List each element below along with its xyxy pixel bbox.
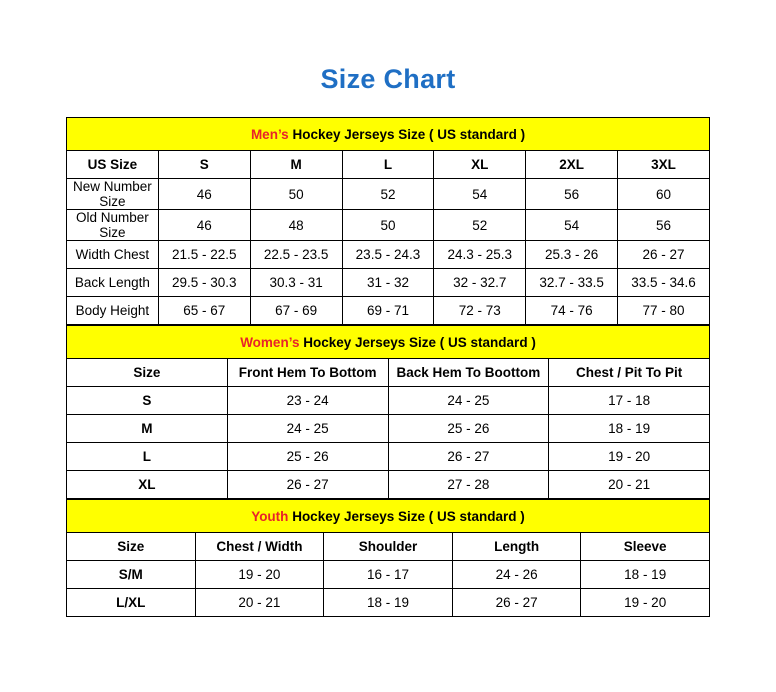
womens-cell-3-1: 27 - 28 xyxy=(388,471,549,499)
mens-cell-4-4: 74 - 76 xyxy=(526,297,618,325)
youth-size-table xyxy=(66,499,710,617)
womens-section-header-rest: Hockey Jerseys Size ( US standard ) xyxy=(299,334,536,350)
youth-row-label-1: L/XL xyxy=(67,589,196,617)
table-row-column-headers xyxy=(67,533,710,561)
womens-col-header-2: Back Hem To Boottom xyxy=(388,359,549,387)
mens-col-header-0: US Size xyxy=(67,151,159,179)
mens-col-header-1: S xyxy=(158,151,250,179)
youth-col-header-1: Chest / Width xyxy=(195,533,324,561)
table-row xyxy=(67,471,710,499)
womens-cell-2-1: 26 - 27 xyxy=(388,443,549,471)
mens-cell-3-2: 31 - 32 xyxy=(342,269,434,297)
youth-section-header xyxy=(67,500,710,533)
youth-col-header-2: Shoulder xyxy=(324,533,453,561)
mens-cell-0-4: 56 xyxy=(526,179,618,210)
mens-cell-1-5: 56 xyxy=(618,210,710,241)
tables-container xyxy=(66,117,710,617)
mens-cell-3-5: 33.5 - 34.6 xyxy=(618,269,710,297)
womens-cell-1-0: 24 - 25 xyxy=(227,415,388,443)
womens-cell-0-1: 24 - 25 xyxy=(388,387,549,415)
mens-cell-1-1: 48 xyxy=(250,210,342,241)
mens-cell-1-0: 46 xyxy=(158,210,250,241)
youth-cell-0-2: 24 - 26 xyxy=(452,561,581,589)
mens-cell-2-5: 26 - 27 xyxy=(618,241,710,269)
table-row-column-headers xyxy=(67,359,710,387)
mens-cell-2-3: 24.3 - 25.3 xyxy=(434,241,526,269)
mens-cell-0-2: 52 xyxy=(342,179,434,210)
mens-col-header-6: 3XL xyxy=(618,151,710,179)
mens-size-table xyxy=(66,117,710,325)
mens-cell-4-2: 69 - 71 xyxy=(342,297,434,325)
table-row xyxy=(67,179,710,210)
table-row-section-header xyxy=(67,118,710,151)
youth-cell-1-3: 19 - 20 xyxy=(581,589,710,617)
mens-col-header-5: 2XL xyxy=(526,151,618,179)
womens-cell-3-0: 26 - 27 xyxy=(227,471,388,499)
youth-cell-0-3: 18 - 19 xyxy=(581,561,710,589)
youth-section-header-rest: Hockey Jerseys Size ( US standard ) xyxy=(288,508,525,524)
page-title: Size Chart xyxy=(320,64,456,94)
womens-section-header-accent: Women’s xyxy=(240,334,300,350)
youth-cell-1-1: 18 - 19 xyxy=(324,589,453,617)
mens-row-label-1: Old Number Size xyxy=(67,210,159,241)
mens-col-header-3: L xyxy=(342,151,434,179)
table-row xyxy=(67,241,710,269)
youth-row-label-0: S/M xyxy=(67,561,196,589)
table-row-column-headers xyxy=(67,151,710,179)
youth-section-header-accent: Youth xyxy=(251,508,289,524)
womens-row-label-2: L xyxy=(67,443,228,471)
mens-cell-4-3: 72 - 73 xyxy=(434,297,526,325)
mens-cell-1-4: 54 xyxy=(526,210,618,241)
womens-col-header-3: Chest / Pit To Pit xyxy=(549,359,710,387)
womens-cell-0-2: 17 - 18 xyxy=(549,387,710,415)
mens-cell-4-5: 77 - 80 xyxy=(618,297,710,325)
table-row xyxy=(67,387,710,415)
mens-cell-0-1: 50 xyxy=(250,179,342,210)
table-row-section-header xyxy=(67,326,710,359)
mens-col-header-4: XL xyxy=(434,151,526,179)
mens-section-header-rest: Hockey Jerseys Size ( US standard ) xyxy=(288,126,526,142)
youth-cell-1-2: 26 - 27 xyxy=(452,589,581,617)
mens-col-header-2: M xyxy=(250,151,342,179)
youth-col-header-0: Size xyxy=(67,533,196,561)
youth-cell-0-0: 19 - 20 xyxy=(195,561,324,589)
womens-col-header-0: Size xyxy=(67,359,228,387)
mens-section-header-accent: Men’s xyxy=(250,126,289,142)
mens-cell-0-5: 60 xyxy=(618,179,710,210)
table-row xyxy=(67,589,710,617)
youth-col-header-3: Length xyxy=(452,533,581,561)
womens-cell-1-2: 18 - 19 xyxy=(549,415,710,443)
womens-size-table xyxy=(66,325,710,499)
mens-cell-1-3: 52 xyxy=(434,210,526,241)
mens-cell-4-1: 67 - 69 xyxy=(250,297,342,325)
table-row xyxy=(67,443,710,471)
table-row xyxy=(67,210,710,241)
mens-row-label-4: Body Height xyxy=(67,297,159,325)
table-row xyxy=(67,297,710,325)
mens-row-label-2: Width Chest xyxy=(67,241,159,269)
mens-cell-3-0: 29.5 - 30.3 xyxy=(158,269,250,297)
table-row xyxy=(67,561,710,589)
womens-cell-1-1: 25 - 26 xyxy=(388,415,549,443)
mens-cell-2-4: 25.3 - 26 xyxy=(526,241,618,269)
mens-cell-4-0: 65 - 67 xyxy=(158,297,250,325)
table-row xyxy=(67,415,710,443)
mens-cell-2-1: 22.5 - 23.5 xyxy=(250,241,342,269)
mens-cell-2-0: 21.5 - 22.5 xyxy=(158,241,250,269)
womens-cell-0-0: 23 - 24 xyxy=(227,387,388,415)
womens-col-header-1: Front Hem To Bottom xyxy=(227,359,388,387)
womens-row-label-3: XL xyxy=(67,471,228,499)
youth-cell-1-0: 20 - 21 xyxy=(195,589,324,617)
mens-cell-3-1: 30.3 - 31 xyxy=(250,269,342,297)
womens-section-header xyxy=(67,326,710,359)
womens-row-label-0: S xyxy=(67,387,228,415)
mens-row-label-3: Back Length xyxy=(67,269,159,297)
mens-row-label-0: New Number Size xyxy=(67,179,159,210)
mens-cell-3-4: 32.7 - 33.5 xyxy=(526,269,618,297)
youth-col-header-4: Sleeve xyxy=(581,533,710,561)
mens-cell-0-3: 54 xyxy=(434,179,526,210)
table-row-section-header xyxy=(67,500,710,533)
mens-cell-1-2: 50 xyxy=(342,210,434,241)
womens-row-label-1: M xyxy=(67,415,228,443)
mens-cell-2-2: 23.5 - 24.3 xyxy=(342,241,434,269)
table-row xyxy=(67,269,710,297)
youth-cell-0-1: 16 - 17 xyxy=(324,561,453,589)
mens-section-header xyxy=(67,118,710,151)
womens-cell-2-0: 25 - 26 xyxy=(227,443,388,471)
mens-cell-3-3: 32 - 32.7 xyxy=(434,269,526,297)
womens-cell-2-2: 19 - 20 xyxy=(549,443,710,471)
mens-cell-0-0: 46 xyxy=(158,179,250,210)
womens-cell-3-2: 20 - 21 xyxy=(549,471,710,499)
